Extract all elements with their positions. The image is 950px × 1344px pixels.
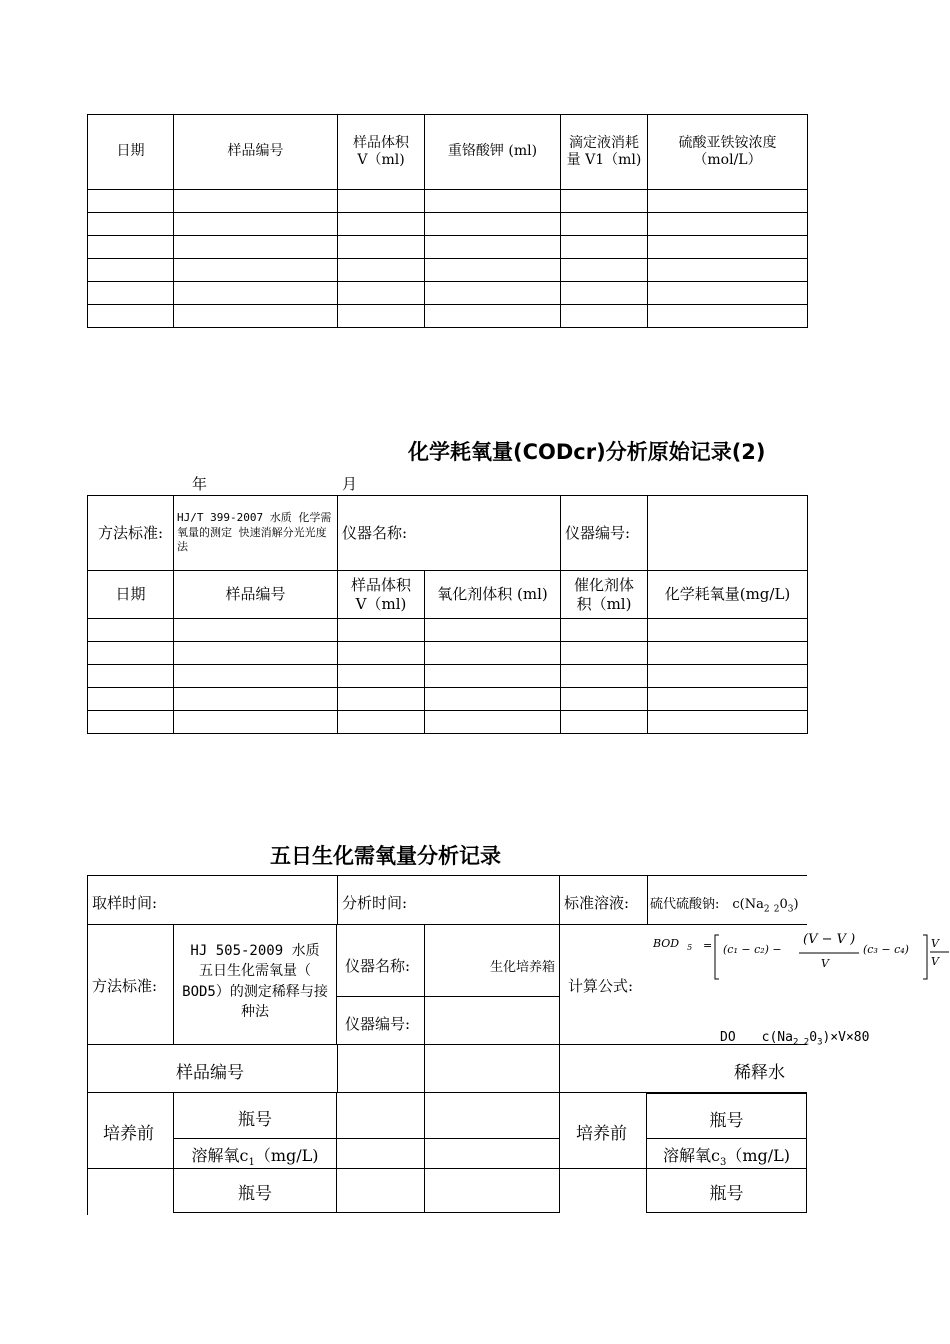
header-sample-volume: 样品体积 V（ml) [338, 571, 425, 619]
sample-no-field[interactable] [337, 1045, 424, 1093]
svg-text:(c₁ − c₂) −: (c₁ − c₂) − [723, 943, 782, 956]
header-cod: 化学耗氧量(mg/L) [648, 571, 808, 619]
bod-formula: BOD $_5$ [653, 937, 693, 953]
svg-text:(V − V ): (V − V ) [803, 932, 856, 947]
analysis-time-label: 分析时间: [342, 894, 408, 912]
bottle-field[interactable] [424, 1093, 560, 1139]
table-row [88, 665, 808, 688]
before-culture-label: 培养前 [576, 1124, 627, 1144]
header-date: 日期 [88, 571, 174, 619]
instrument-name-cell[interactable] [424, 925, 560, 997]
formula-label: 计算公式: [568, 977, 634, 995]
table-row [88, 259, 808, 282]
table-row [88, 190, 808, 213]
method-label: 方法标准: [92, 977, 158, 995]
header-sample-no: 样品编号 [174, 571, 338, 619]
dilution-water-cell [560, 1045, 807, 1093]
header-date: 日期 [88, 115, 174, 190]
instrument-name-label: 仪器名称: [345, 957, 411, 975]
instrument-no-label: 仪器编号: [561, 496, 648, 571]
instrument-name-value: 生化培养箱 [489, 960, 555, 975]
instrument-no-field[interactable] [648, 496, 808, 571]
method-label-cell [87, 925, 173, 1045]
std-solution-label: 标准溶液: [564, 894, 630, 912]
table1 [87, 114, 808, 328]
bottle-field[interactable] [337, 1169, 424, 1213]
header-concentration: 硫酸亚铁铵浓度 （mol/L） [648, 115, 808, 190]
instrument-name-label: 仪器名称: [338, 496, 561, 571]
header-oxidant: 氧化剂体积 (ml) [425, 571, 561, 619]
table-row [88, 688, 808, 711]
method-label: 方法标准: [88, 496, 174, 571]
table-row [88, 213, 808, 236]
table-row [88, 236, 808, 259]
instrument-no-label-cell [337, 997, 424, 1045]
method-value: HJ/T 399-2007 水质 化学需氧量的测定 快速消解分光光度法 [174, 496, 338, 571]
month-label: 月 [342, 475, 358, 493]
do1-field[interactable] [337, 1139, 424, 1169]
after-culture-cell [87, 1169, 173, 1215]
cod-table [87, 495, 808, 734]
sample-no-label: 样品编号 [176, 1063, 244, 1083]
cod-title: 化学耗氧量(CODcr)分析原始记录(2) [408, 440, 766, 464]
table-row [88, 305, 808, 328]
sample-no-field[interactable] [424, 1045, 560, 1093]
method-value: HJ 505-2009 水质 五日生化需氧量（ BOD5）的测定稀释与接种法 [173, 925, 337, 1045]
do1-field[interactable] [424, 1139, 560, 1169]
std-solution-cell [560, 875, 807, 925]
bottle-no-label: 瓶号 [646, 1169, 807, 1213]
instrument-no-field[interactable] [424, 997, 560, 1045]
header-sample-no: 样品编号 [174, 115, 338, 190]
table-row [88, 619, 808, 642]
bod-formula-graphic [699, 931, 949, 989]
before-culture-cell [560, 1093, 646, 1169]
bottle-no-label: 瓶号 [173, 1169, 337, 1213]
before-culture-cell [87, 1093, 173, 1169]
svg-text:V: V [931, 937, 939, 950]
do1-label: 溶解氧$c_1(mg/L)$ [173, 1139, 337, 1169]
do-formula: DO $c(Na_{2 2}0_3)\times V\times 80$ [720, 1030, 870, 1048]
year-label: 年 [192, 475, 208, 493]
table-row [88, 711, 808, 734]
do3-label: 溶解氧$c_3(mg/L)$ [646, 1139, 807, 1169]
bod-form [87, 875, 939, 1215]
header-sample-volume: 样品体积 V（ml) [338, 115, 425, 190]
header-dichromate: 重铬酸钾 (ml) [425, 115, 561, 190]
std-solution-value: 硫代硫酸钠: $c(Na_2$ $_20_3$) [650, 897, 799, 915]
instrument-no-label: 仪器编号: [345, 1015, 411, 1033]
analysis-time-cell[interactable] [337, 875, 560, 925]
bottle-no-label: 瓶号 [646, 1093, 807, 1139]
svg-text:(c₃ − c₄): (c₃ − c₄) [863, 943, 909, 956]
before-culture-label: 培养前 [103, 1124, 154, 1144]
sample-no-cell [87, 1045, 337, 1093]
svg-text:=: = [703, 939, 713, 952]
bottle-no-label: 瓶号 [173, 1093, 337, 1139]
svg-text:V: V [931, 955, 939, 968]
sampling-time-cell[interactable] [87, 875, 337, 925]
bottle-field[interactable] [337, 1093, 424, 1139]
bottle-field[interactable] [424, 1169, 560, 1213]
table-row [88, 642, 808, 665]
bod-title: 五日生化需氧量分析记录 [270, 844, 501, 868]
dilution-water-label: 稀释水 [734, 1063, 785, 1083]
table-row [88, 282, 808, 305]
sampling-time-label: 取样时间: [92, 894, 158, 912]
header-titrant: 滴定液消耗 量 V1（ml) [561, 115, 648, 190]
svg-text:V: V [821, 957, 829, 970]
header-catalyst: 催化剂体 积（ml) [561, 571, 648, 619]
instrument-name-label-cell [337, 925, 424, 997]
